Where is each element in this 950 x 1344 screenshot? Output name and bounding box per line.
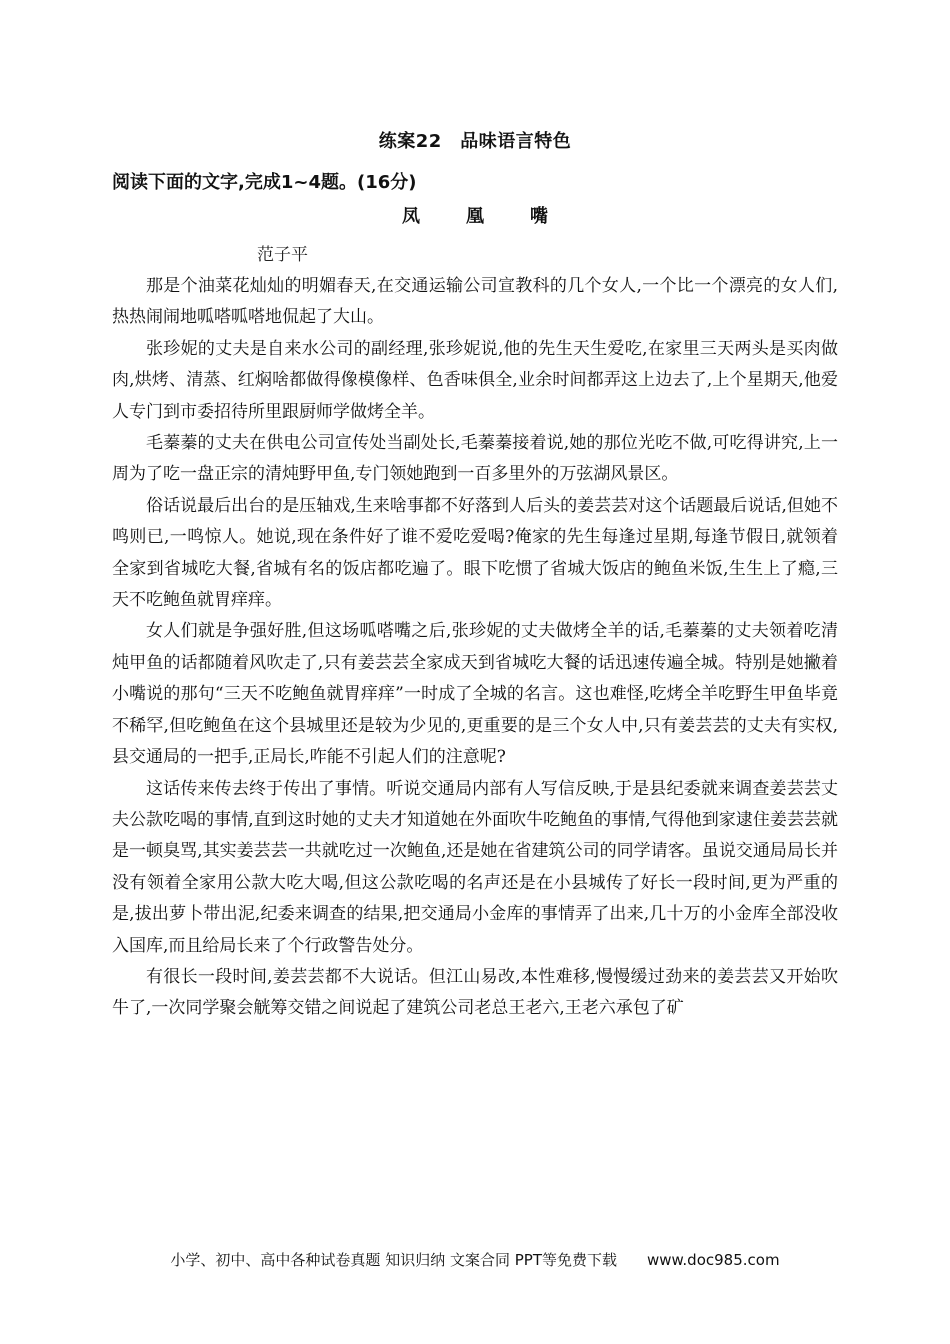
story-title: 凤 凰 嘴 — [402, 206, 562, 227]
story-body — [112, 271, 838, 1025]
paragraph: 张珍妮的丈夫是自来水公司的副经理,张珍妮说,他的先生天生爱吃,在家里三天两头是买肉做肉,烘烤、清蒸、红焖啥都做得像模像样、色香味俱全,业余时间都弄这上边去了,上个星期天,他爱人专门到市委招待所里跟厨师学做烤全羊。 — [112, 338, 838, 422]
paragraph: 俗话说最后出台的是压轴戏,生来啥事都不好落到人后头的姜芸芸对这个话题最后说话,但她不鸣则已,一鸣惊人。她说,现在条件好了谁不爱吃爱喝?俺家的先生每逢过星期,每逢节假日,就领着全家到省城吃大餐,省城有名的饭店都吃遍了。眼下吃惯了省城大饭店的鲍鱼米饭,生生上了瘾,三天不吃鲍鱼就胃痒痒。 — [112, 495, 838, 611]
paragraph: 这话传来传去终于传出了事情。听说交通局内部有人写信反映,于是县纪委就来调查姜芸芸丈夫公款吃喝的事情,直到这时她的丈夫才知道她在外面吹牛吃鲍鱼的事情,气得他到家逮住姜芸芸就是一顿臭骂,其实姜芸芸一共就吃过一次鲍鱼,还是她在省建筑公司的同学请客。虽说交通局局长并没有领着全家用公款大吃大喝,但这公款吃喝的名声还是在小县城传了好长一段时间,更为严重的是,拔出萝卜带出泥,纪委来调查的结果,把交通局小金库的事情弄了出来,几十万的小金库全部没收入国库,而且给局长来了个行政警告处分。 — [112, 778, 838, 956]
paragraph: 女人们就是争强好胜,但这场呱嗒嘴之后,张珍妮的丈夫做烤全羊的话,毛蓁蓁的丈夫领着吃清炖甲鱼的话都随着风吹走了,只有姜芸芸全家成天到省城吃大餐的话迅速传遍全城。特别是她撇着小嘴说的那句“三天不吃鲍鱼就胃痒痒”一时成了全城的名言。这也难怪,吃烤全羊吃野生甲鱼毕竟不稀罕,但吃鲍鱼在这个县城里还是较为少见的,更重要的是三个女人中,只有姜芸芸的丈夫有实权,县交通局的一把手,正局长,咋能不引起人们的注意呢? — [112, 621, 838, 768]
paragraph: 毛蓁蓁的丈夫在供电公司宣传处当副处长,毛蓁蓁接着说,她的那位光吃不做,可吃得讲究,上一周为了吃一盘正宗的清炖野甲鱼,专门领她跑到一百多里外的万弦湖风景区。 — [112, 433, 838, 485]
question-instruction: 阅读下面的文字,完成1~4题。(16分) — [112, 172, 417, 193]
exercise-title: 练案22 品味语言特色 — [378, 131, 572, 152]
author-name: 范子平 — [257, 245, 308, 265]
page-footer: 小学、初中、高中各种试卷真题 知识归纳 文案合同 PPT等免费下载 www.doc985.com — [170, 1251, 780, 1269]
paragraph: 有很长一段时间,姜芸芸都不大说话。但江山易改,本性难移,慢慢缓过劲来的姜芸芸又开始吹牛了,一次同学聚会觥筹交错之间说起了建筑公司老总王老六,王老六承包了矿 — [112, 966, 838, 1019]
paragraph: 那是个油菜花灿灿的明媚春天,在交通运输公司宣教科的几个女人,一个比一个漂亮的女人们,热热闹闹地呱嗒呱嗒地侃起了大山。 — [112, 276, 838, 328]
